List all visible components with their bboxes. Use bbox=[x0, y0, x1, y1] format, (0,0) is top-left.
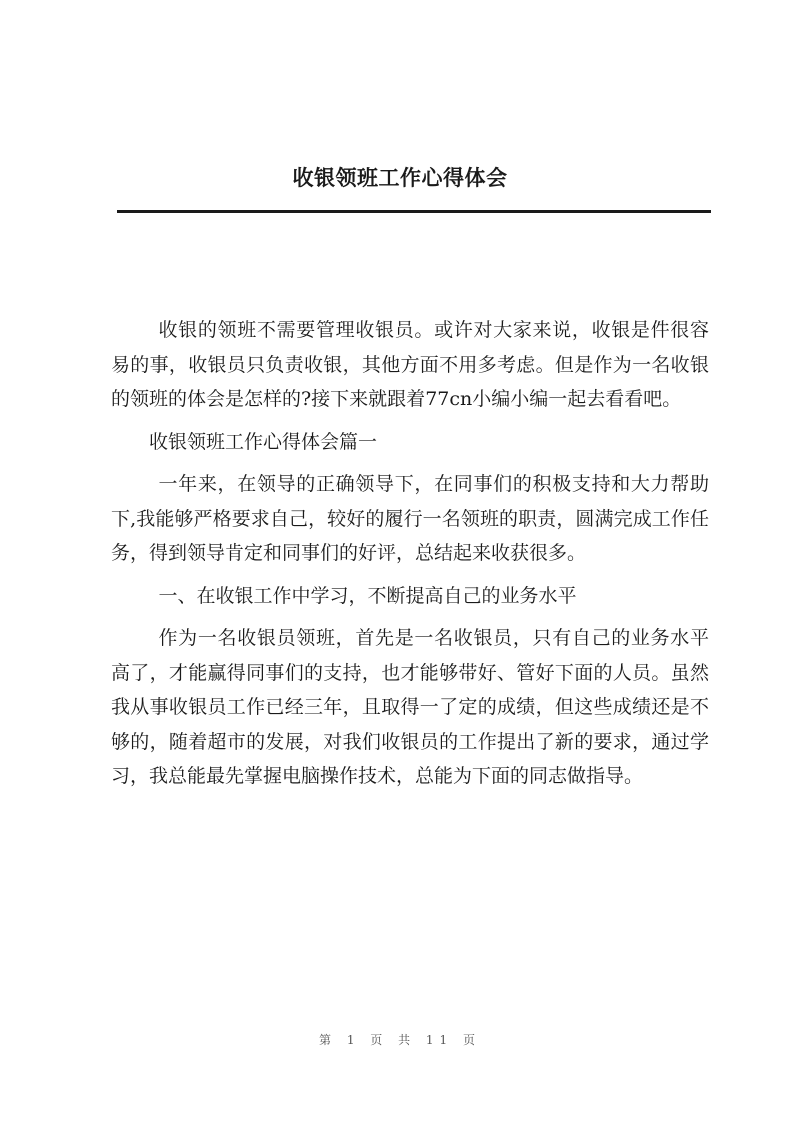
title-underline bbox=[117, 210, 711, 213]
document-body bbox=[111, 313, 709, 802]
body-paragraph: 作为一名收银员领班，首先是一名收银员，只有自己的业务水平高了，才能赢得同事们的支持，也才能够带好、管好下面的人员。虽然我从事收银员工作已经三年，且取得一了定的成绩，但这些成绩还是不够的，随着超市的发展，对我们收银员的工作提出了新的要求，通过学习，我总能最先掌握电脑操作技术，总能为下面的同志做指导。 bbox=[111, 627, 709, 787]
section-heading: 收银领班工作心得体会篇一 bbox=[149, 430, 378, 453]
page-number: 第 1 页 共 11 页 bbox=[319, 1033, 481, 1047]
document-title: 收银领班工作心得体会 bbox=[292, 165, 508, 190]
intro-paragraph: 收银的领班不需要管理收银员。或许对大家来说，收银是件很容易的事，收银员只负责收银，其他方面不用多考虑。但是作为一名收银的领班的体会是怎样的?接下来就跟着77cn小编小编一起去看看吧。 bbox=[111, 319, 709, 410]
body-paragraph: 一年来，在领导的正确领导下，在同事们的积极支持和大力帮助下,我能够严格要求自己，较好的履行一名领班的职责，圆满完成工作任务，得到领导肯定和同事们的好评，总结起来收获很多。 bbox=[111, 473, 709, 564]
subsection-heading: 一、在收银工作中学习，不断提高自己的业务水平 bbox=[158, 584, 577, 607]
